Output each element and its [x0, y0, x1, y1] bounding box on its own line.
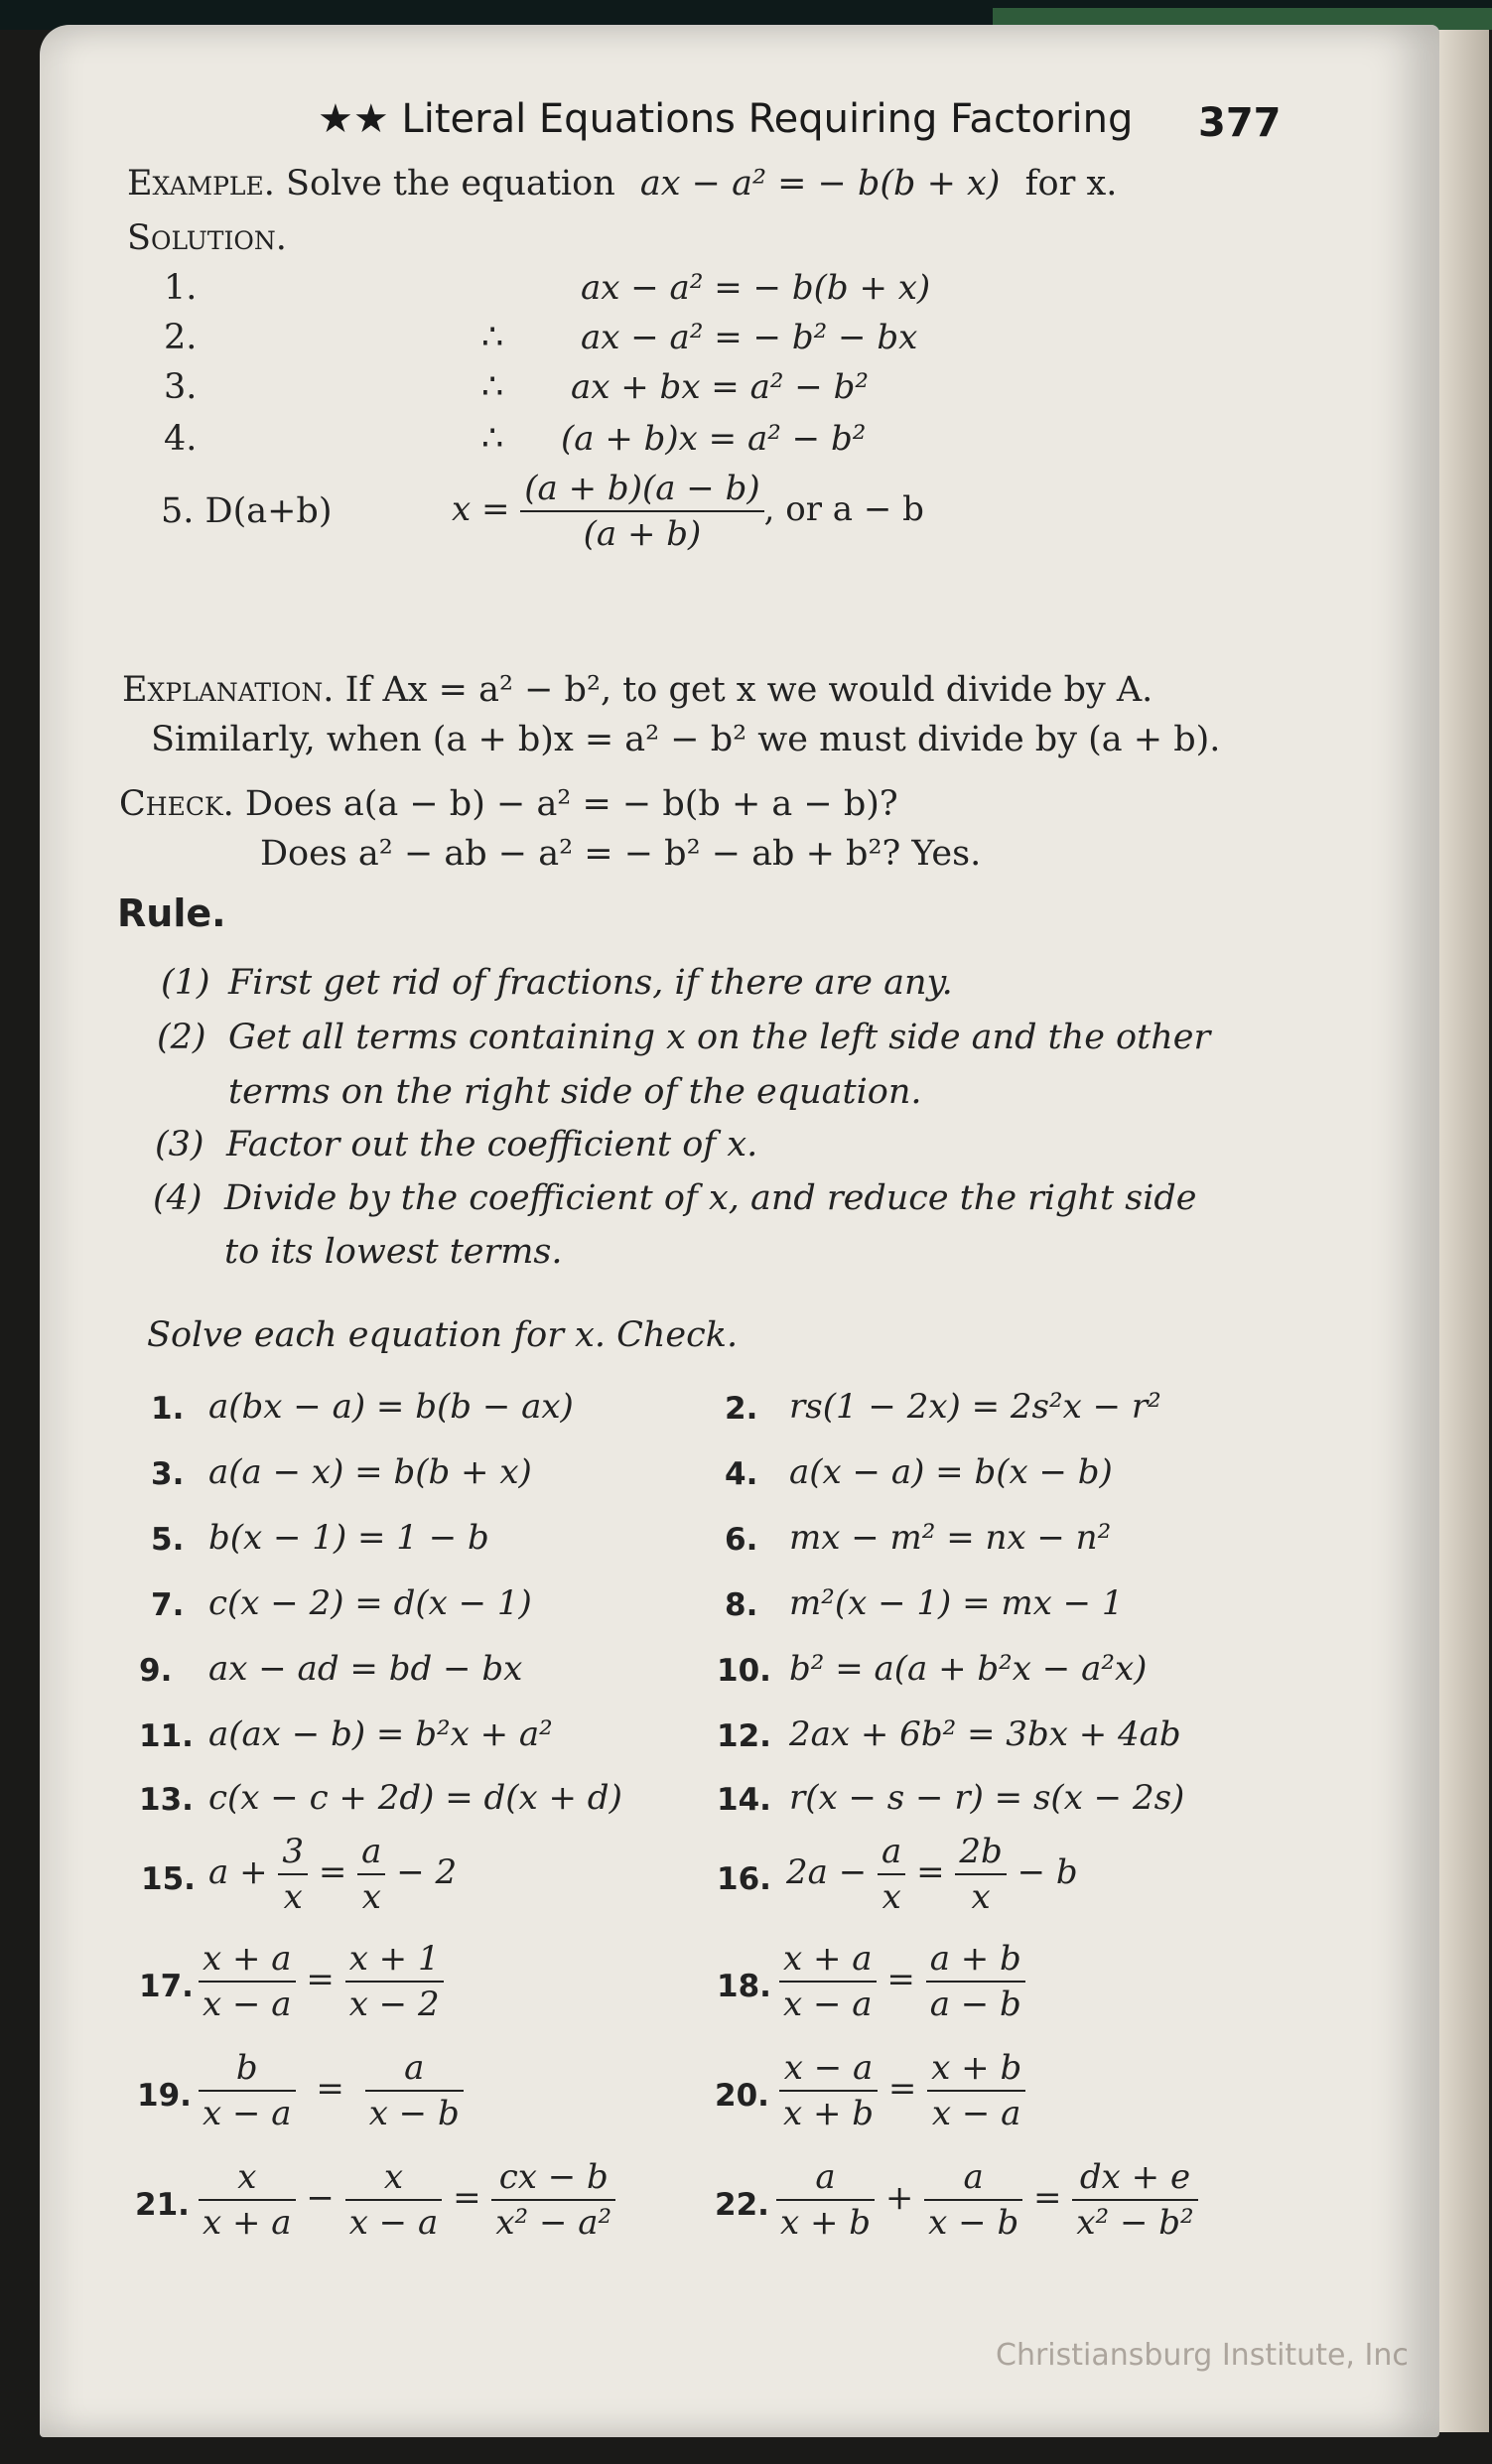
fraction-denominator: (a + b) [583, 514, 702, 554]
fraction [927, 2048, 1025, 2133]
exercise-number: 15. [141, 1861, 196, 1897]
fraction-denominator: x − b [368, 2094, 460, 2133]
exercise-number: 3. [151, 1456, 185, 1492]
page-number: 377 [1198, 100, 1282, 146]
fraction-denominator: x [971, 1877, 991, 1917]
rule-item-3-number: (3) [155, 1125, 204, 1164]
rule-item-2-text: Get all terms containing x on the left side and the other [228, 1018, 1211, 1057]
fraction-numerator: x − a [779, 2048, 878, 2092]
fraction-numerator: x + 1 [345, 1939, 444, 1983]
exercise-number: 7. [151, 1587, 185, 1623]
exercise-number: 9. [139, 1653, 173, 1689]
fraction-denominator: x − 2 [348, 1985, 440, 2024]
rule-item-2-number: (2) [157, 1018, 206, 1057]
fraction-numerator: 3 [278, 1832, 308, 1875]
equals-sign: = [453, 2178, 481, 2218]
exercise-equation: b² = a(a + b²x − a²x) [789, 1649, 1148, 1689]
exercise-number: 1. [151, 1391, 185, 1427]
fraction [955, 1832, 1006, 1917]
exercise-number: 21. [135, 2187, 190, 2223]
fraction [199, 2157, 296, 2243]
step-3-number: 3. [164, 367, 198, 407]
check-text-1: Does a(a − b) − a² = − b(b + a − b)? [244, 784, 898, 824]
fraction-numerator: x + a [199, 1939, 296, 1983]
fraction-denominator: x − a [348, 2203, 439, 2243]
fraction [1072, 2157, 1197, 2243]
exercise-equation: r(x − s − r) = s(x − 2s) [789, 1778, 1185, 1818]
eq-term: a + [208, 1852, 268, 1892]
eq-term: − b [1017, 1852, 1078, 1892]
equals-sign: = [1033, 2178, 1062, 2218]
fraction [345, 1939, 444, 2024]
equals-sign: = [916, 1852, 945, 1892]
equals-sign: = [306, 1960, 335, 1999]
exercise-number: 16. [717, 1861, 771, 1897]
fraction [365, 2048, 464, 2133]
fraction-denominator: x − a [203, 1985, 292, 2024]
exercise-19-equation [199, 2048, 464, 2133]
exercise-number: 14. [717, 1782, 771, 1818]
step-5-tail: , or a − b [763, 489, 924, 529]
exercise-18-equation [779, 1939, 1025, 2024]
fraction-denominator: x [882, 1877, 901, 1917]
fraction-denominator: x² − b² [1076, 2203, 1194, 2243]
fraction-numerator: a [357, 1832, 385, 1875]
exercise-number: 2. [725, 1391, 758, 1427]
rule-item-1-number: (1) [161, 963, 210, 1003]
exercise-number: 22. [715, 2187, 769, 2223]
check-line-1 [119, 784, 898, 824]
fraction-denominator: x − a [783, 1985, 873, 2024]
step-2-equation: ax − a² = − b² − bx [581, 318, 918, 357]
exercise-number: 11. [139, 1718, 194, 1754]
fraction-numerator: a [365, 2048, 464, 2092]
exercise-number: 20. [715, 2078, 769, 2114]
equals-sign: = [887, 2069, 917, 2109]
exercise-number: 5. [151, 1522, 185, 1558]
exercise-number: 17. [139, 1969, 194, 2004]
fraction-numerator: x + b [927, 2048, 1025, 2092]
fraction-numerator: a [924, 2157, 1022, 2201]
example-equation: ax − a² = − b(b + x) [639, 164, 1001, 204]
step-4-number: 4. [164, 419, 198, 459]
fraction [199, 2048, 296, 2133]
fraction [924, 2157, 1022, 2243]
eq-term: 2a − [786, 1852, 868, 1892]
fraction-numerator: cx − b [491, 2157, 615, 2201]
exercise-equation: c(x − c + 2d) = d(x + d) [208, 1778, 622, 1818]
exercise-equation: mx − m² = nx − n² [789, 1518, 1112, 1558]
fraction [779, 1939, 877, 2024]
therefore-symbol: ∴ [481, 419, 504, 459]
fraction-denominator: x [283, 1877, 303, 1917]
fraction-numerator: 2b [955, 1832, 1006, 1875]
equals-sign: = [318, 1852, 347, 1892]
fraction-numerator: x [199, 2157, 296, 2201]
fraction-denominator: a − b [929, 1985, 1021, 2024]
fraction-denominator: x + b [780, 2203, 872, 2243]
watermark: Christiansburg Institute, Inc [996, 2338, 1409, 2373]
fraction [357, 1832, 385, 1917]
fraction-numerator: x + a [779, 1939, 877, 1983]
operator: + [884, 2178, 914, 2218]
exercise-number: 19. [137, 2078, 192, 2114]
fraction-denominator: x + a [203, 2203, 292, 2243]
exercise-equation: ax − ad = bd − bx [208, 1649, 523, 1689]
exercise-equation: c(x − 2) = d(x − 1) [208, 1583, 532, 1623]
fraction [776, 2157, 875, 2243]
exercise-number: 8. [725, 1587, 758, 1623]
operator: − [306, 2178, 335, 2218]
exercise-instruction: Solve each equation for x. Check. [147, 1315, 739, 1355]
exercise-equation: rs(1 − 2x) = 2s²x − r² [789, 1387, 1161, 1427]
exercise-22-equation [776, 2157, 1198, 2243]
exercise-number: 4. [725, 1456, 758, 1492]
exercise-equation: a(x − a) = b(x − b) [789, 1452, 1113, 1492]
therefore-symbol: ∴ [481, 318, 504, 357]
step-5-number: 5. D(a+b) [161, 491, 333, 531]
step-5-equation [452, 469, 924, 554]
fraction-denominator: x − a [203, 2094, 292, 2133]
rule-item-2-text-continued: terms on the right side of the equation. [228, 1072, 922, 1112]
fraction-denominator: x + b [783, 2094, 875, 2133]
step-3-equation: ax + bx = a² − b² [571, 367, 869, 407]
fraction [926, 1939, 1025, 2024]
equals-sign: = [886, 1960, 915, 1999]
fraction-numerator: dx + e [1072, 2157, 1197, 2201]
equals-sign: = [316, 2069, 344, 2109]
fraction-numerator: a [776, 2157, 875, 2201]
explanation-line-2: Similarly, when (a + b)x = a² − b² we must divide by (a + b). [151, 720, 1221, 759]
fraction [491, 2157, 615, 2243]
exercise-20-equation [779, 2048, 1025, 2133]
fraction-numerator: a + b [926, 1939, 1025, 1983]
check-line-2: Does a² − ab − a² = − b² − ab + b²? Yes. [260, 834, 982, 874]
fraction-numerator: (a + b)(a − b) [520, 469, 763, 512]
running-header: ★★ Literal Equations Requiring Factoring [318, 96, 1134, 142]
explanation-line-1 [122, 670, 1153, 710]
rule-item-4-text-continued: to its lowest terms. [224, 1232, 563, 1272]
fraction-numerator: a [878, 1832, 905, 1875]
step-5-lhs: x = [452, 489, 510, 529]
fraction-numerator: b [199, 2048, 296, 2092]
exercise-number: 18. [717, 1969, 771, 2004]
fraction-numerator: x [345, 2157, 443, 2201]
step-1-equation: ax − a² = − b(b + x) [581, 268, 931, 308]
exercise-number: 6. [725, 1522, 758, 1558]
exercise-equation: b(x − 1) = 1 − b [208, 1518, 489, 1558]
step-2-number: 2. [164, 318, 198, 357]
check-label: Check. [119, 784, 234, 824]
exercise-21-equation [199, 2157, 615, 2243]
rule-item-4-text: Divide by the coefficient of x, and reduce the right side [224, 1178, 1197, 1218]
fraction [779, 2048, 878, 2133]
rule-item-4-number: (4) [153, 1178, 203, 1218]
exercise-16-equation [786, 1832, 1078, 1917]
exercise-equation: a(bx − a) = b(b − ax) [208, 1387, 574, 1427]
exercise-equation: m²(x − 1) = mx − 1 [789, 1583, 1124, 1623]
step-4-equation: (a + b)x = a² − b² [561, 419, 867, 459]
therefore-symbol: ∴ [481, 367, 504, 407]
step-5-fraction [520, 469, 763, 554]
rule-label: Rule. [117, 891, 226, 935]
book-page [40, 25, 1439, 2437]
explanation-text-1: If Ax = a² − b², to get x we would divide by A. [344, 670, 1153, 710]
rule-item-1-text: First get rid of fractions, if there are any. [228, 963, 953, 1003]
fraction-denominator: x² − a² [495, 2203, 612, 2243]
example-label: Example. [127, 164, 275, 204]
fraction [278, 1832, 308, 1917]
exercise-equation: a(ax − b) = b²x + a² [208, 1714, 553, 1754]
exercise-number: 12. [717, 1718, 771, 1754]
rule-item-3-text: Factor out the coefficient of x. [226, 1125, 758, 1164]
example-line [127, 164, 1117, 204]
explanation-label: Explanation. [122, 670, 335, 710]
fraction [878, 1832, 905, 1917]
fraction-denominator: x [361, 1877, 381, 1917]
exercise-equation: 2ax + 6b² = 3bx + 4ab [789, 1714, 1181, 1754]
exercise-15-equation [208, 1832, 457, 1917]
solution-label: Solution. [127, 218, 287, 258]
step-1-number: 1. [164, 268, 198, 308]
example-suffix: for x. [1024, 164, 1118, 204]
fraction [199, 1939, 296, 2024]
exercise-number: 13. [139, 1782, 194, 1818]
fraction-denominator: x − b [928, 2203, 1019, 2243]
example-text: Solve the equation [286, 164, 615, 204]
exercise-17-equation [199, 1939, 444, 2024]
fraction [345, 2157, 443, 2243]
exercise-equation: a(a − x) = b(b + x) [208, 1452, 532, 1492]
fraction-denominator: x − a [931, 2094, 1021, 2133]
exercise-number: 10. [717, 1653, 771, 1689]
eq-term: − 2 [396, 1852, 458, 1892]
